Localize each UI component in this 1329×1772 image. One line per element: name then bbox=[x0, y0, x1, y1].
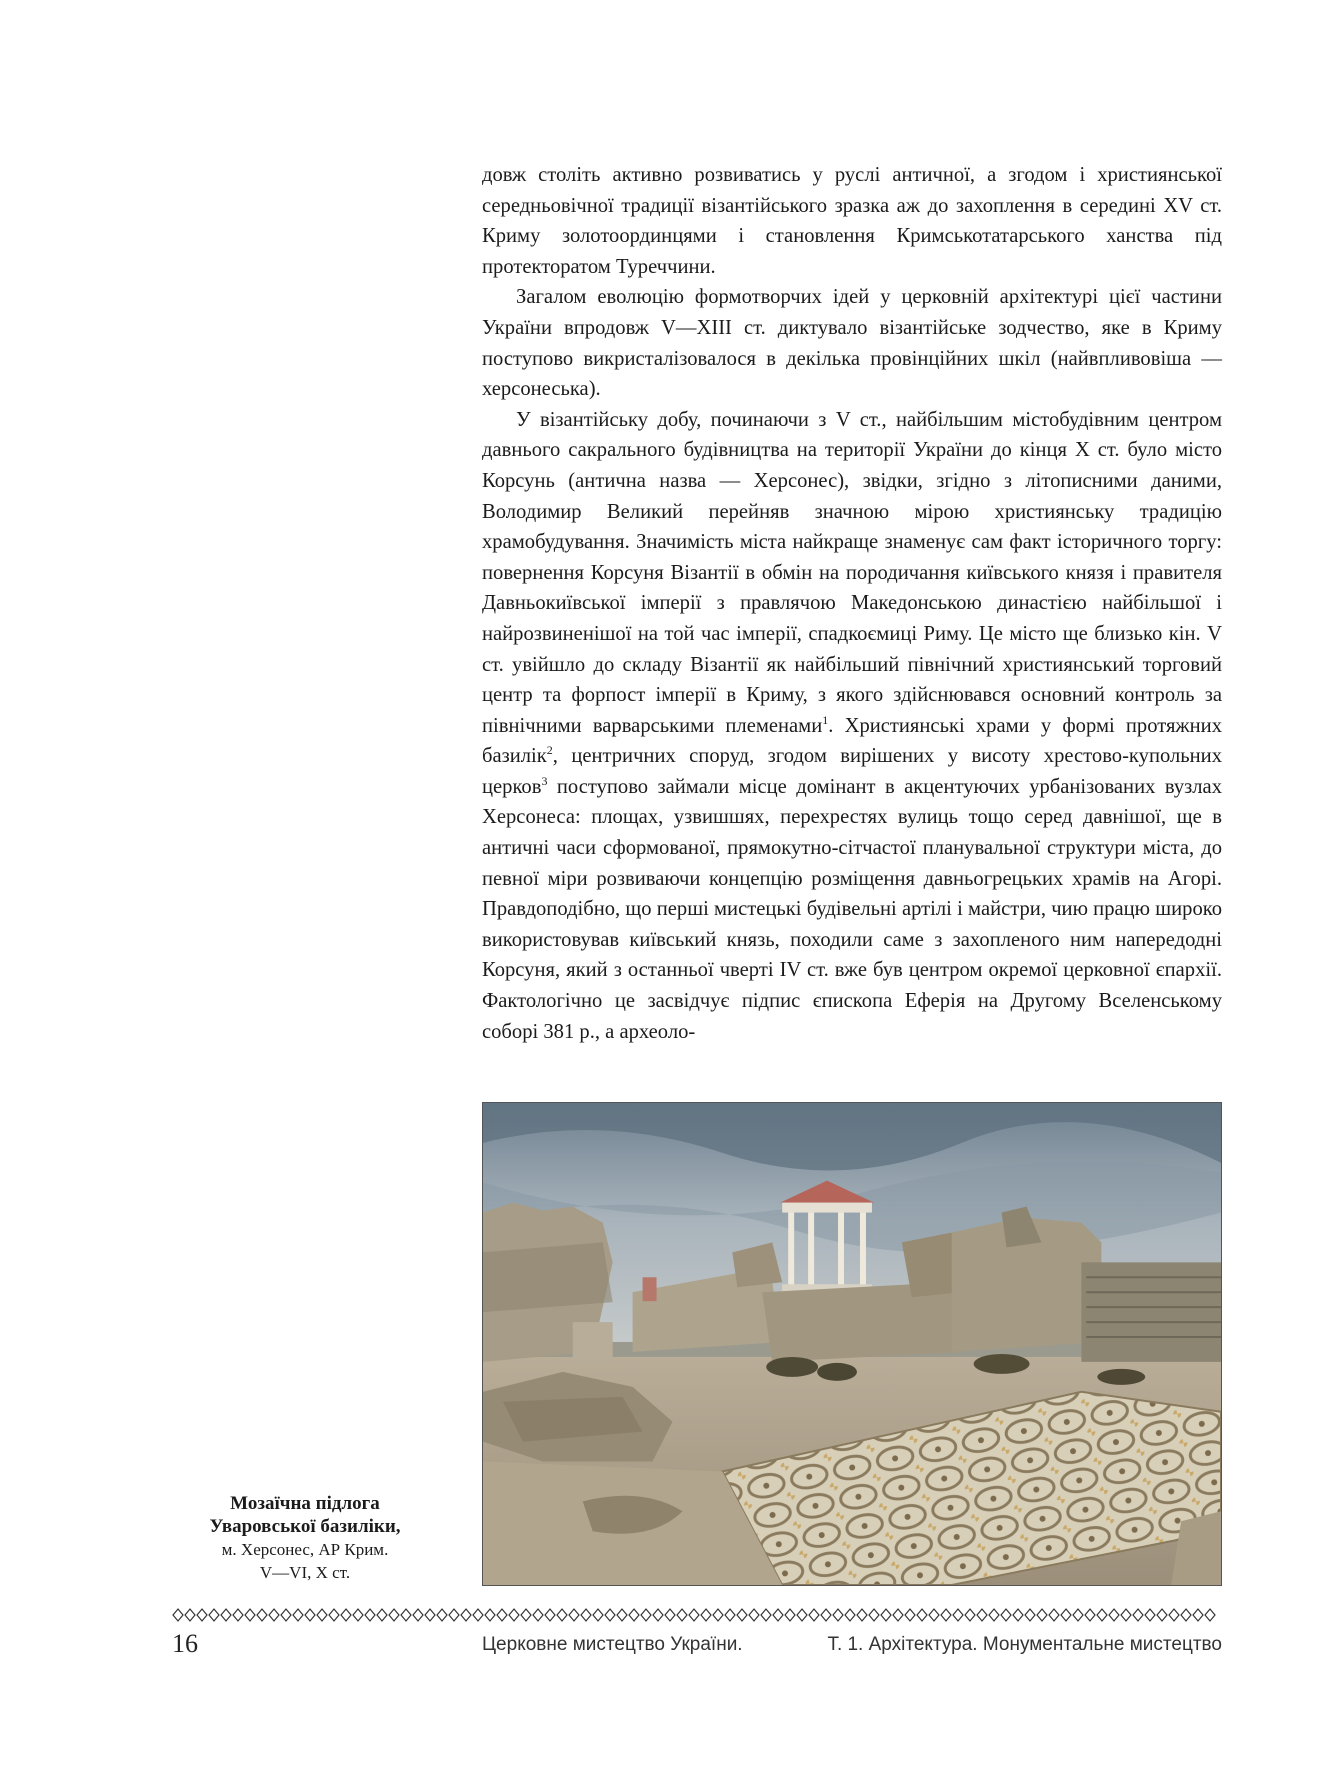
body-paragraph bbox=[482, 160, 1222, 282]
ornament-diamond bbox=[881, 1609, 891, 1621]
ornament-diamond bbox=[521, 1609, 531, 1621]
ornament-diamond bbox=[233, 1609, 243, 1621]
ornament-diamond bbox=[785, 1609, 795, 1621]
ornament-diamond bbox=[497, 1609, 507, 1621]
ornament-diamond bbox=[797, 1609, 807, 1621]
figure-caption bbox=[160, 1492, 450, 1584]
ornament-diamond bbox=[173, 1609, 183, 1621]
ornament-diamond bbox=[449, 1609, 459, 1621]
ornament-diamond bbox=[509, 1609, 519, 1621]
caption-title-line-2: Уваровської базиліки, bbox=[209, 1516, 401, 1537]
ornament-diamond bbox=[905, 1609, 915, 1621]
footnote-marker: 1 bbox=[822, 712, 829, 727]
running-footer bbox=[482, 1632, 1222, 1658]
ornament-diamond bbox=[1205, 1609, 1215, 1621]
footer-ornament-border bbox=[172, 1608, 1222, 1622]
ornament-diamond bbox=[245, 1609, 255, 1621]
ornament-diamond bbox=[617, 1609, 627, 1621]
ornament-diamond bbox=[329, 1609, 339, 1621]
body-text-run: . Християнські храми у формі протяжних базилік bbox=[482, 714, 1222, 768]
ornament-diamond bbox=[1157, 1609, 1167, 1621]
ornament-diamond bbox=[965, 1609, 975, 1621]
ornament-diamond bbox=[857, 1609, 867, 1621]
ornament-diamond bbox=[605, 1609, 615, 1621]
ornament-diamond bbox=[533, 1609, 543, 1621]
ornament-diamond bbox=[845, 1609, 855, 1621]
ornament-diamond bbox=[377, 1609, 387, 1621]
ornament-diamond bbox=[1169, 1609, 1179, 1621]
ornament-diamond bbox=[809, 1609, 819, 1621]
ornament-diamond bbox=[1097, 1609, 1107, 1621]
ornament-diamond bbox=[1037, 1609, 1047, 1621]
ornament-diamond bbox=[1109, 1609, 1119, 1621]
ornament-diamond bbox=[257, 1609, 267, 1621]
ornament-diamond bbox=[281, 1609, 291, 1621]
body-text bbox=[482, 160, 1222, 1047]
ornament-diamond bbox=[1193, 1609, 1203, 1621]
ornament-diamond bbox=[941, 1609, 951, 1621]
ornament-diamond bbox=[569, 1609, 579, 1621]
body-text-run: У візантійську добу, починаючи з V ст., найбільшим містобудівним центром давнього сакрального будівництва на території України до кінця X ст. було місто Корсунь (антична назва — Херсонес), звідки, згідно з літописними даними, Володимир Великий перейняв значною мірою християнську традицію храмобудування. Значимість міста найкраще знаменує сам факт історичного торгу: повернення Корсуня Візантії в обмін на породичання київського князя і правителя Давньокиївської імперії з правлячою Македонською династією найбільшої і найрозвиненішої на той час імперії, спадкоємиці Риму. Це місто ще близько кін. V ст. увійшло до складу Візантії як найбільший північний християнський торговий центр та форпост імперії в Криму, з якого здійснювався основний контроль за північними варварськими племенами bbox=[482, 408, 1222, 737]
ornament-diamond bbox=[209, 1609, 219, 1621]
ornament-diamond bbox=[197, 1609, 207, 1621]
ornament-diamond bbox=[1085, 1609, 1095, 1621]
ornament-diamond bbox=[1073, 1609, 1083, 1621]
book-title: Церковне мистецтво України. bbox=[482, 1634, 743, 1655]
ornament-diamond bbox=[545, 1609, 555, 1621]
ornament-diamond bbox=[749, 1609, 759, 1621]
ornament-diamond bbox=[1013, 1609, 1023, 1621]
caption-date: V—VI, X ст. bbox=[259, 1563, 351, 1582]
ornament-diamond bbox=[1121, 1609, 1131, 1621]
ornament-diamond bbox=[725, 1609, 735, 1621]
ornament-diamond bbox=[365, 1609, 375, 1621]
ornament-diamond bbox=[821, 1609, 831, 1621]
ornament-diamond bbox=[389, 1609, 399, 1621]
ornament-diamond bbox=[425, 1609, 435, 1621]
ornament-diamond bbox=[1049, 1609, 1059, 1621]
ornament-diamond bbox=[929, 1609, 939, 1621]
body-text-run: Загалом еволюцію формотворчих ідей у церковній архітектурі цієї частини України впродовж V—XIII ст. диктувало візантійське зодчество, яке в Криму поступово викристалізовалося в декілька провінційних шкіл (найвпливовіша — херсонеська). bbox=[482, 286, 1222, 401]
ornament-diamond bbox=[653, 1609, 663, 1621]
body-paragraph bbox=[482, 405, 1222, 1047]
body-text-run: поступово займали місце домінант в акцентуючих урбанізованих вузлах Херсонеса: площах, узвишшях, перехрестях вулиць тощо серед давнішої, ще в античні часи сформованої, прямокутно-сітчастої планувальної структури міста, до певної міри розвиваючи концепцію розміщення давньогрецьких храмів на Агорі. Правдоподібно, що перші мистецькі будівельні артілі і майстри, чию працю широко використовував київський князь, походили саме з захопленого ним напередодні Корсуня, який з останньої чверті IV ст. вже був центром окремої церковної єпархії. Фактологічно це засвідчує підпис єпископа Еферія на Другому Вселенському соборі 381 р., а археоло- bbox=[482, 775, 1222, 1043]
ornament-diamond bbox=[413, 1609, 423, 1621]
ornament-diamond bbox=[557, 1609, 567, 1621]
figure-photo-mosaic-floor bbox=[482, 1102, 1222, 1586]
volume-title: Т. 1. Архітектура. Монументальне мистецтво bbox=[827, 1634, 1222, 1655]
ornament-diamond bbox=[917, 1609, 927, 1621]
ornament-diamond bbox=[221, 1609, 231, 1621]
caption-place: м. Херсонес, АР Крим. bbox=[221, 1540, 389, 1559]
ornament-diamond bbox=[893, 1609, 903, 1621]
ornament-diamond bbox=[869, 1609, 879, 1621]
ornament-diamond bbox=[833, 1609, 843, 1621]
ornament-diamond bbox=[629, 1609, 639, 1621]
ornament-diamond bbox=[1061, 1609, 1071, 1621]
ornament-diamond bbox=[593, 1609, 603, 1621]
ornament-diamond bbox=[701, 1609, 711, 1621]
ornament-diamond bbox=[401, 1609, 411, 1621]
ornament-diamond bbox=[641, 1609, 651, 1621]
footnote-marker: 2 bbox=[546, 743, 553, 758]
ornament-diamond bbox=[773, 1609, 783, 1621]
ornament-diamond bbox=[185, 1609, 195, 1621]
body-paragraph bbox=[482, 282, 1222, 404]
body-text-run: , центричних споруд, згодом вирішених у висоту хрестово-купольних церков bbox=[482, 745, 1222, 798]
ornament-diamond bbox=[485, 1609, 495, 1621]
footnote-marker: 3 bbox=[541, 774, 548, 789]
ornament-diamond bbox=[473, 1609, 483, 1621]
ornament-diamond bbox=[341, 1609, 351, 1621]
ornament-diamond bbox=[1145, 1609, 1155, 1621]
ornament-diamond bbox=[1001, 1609, 1011, 1621]
ornament-diamond bbox=[353, 1609, 363, 1621]
ornament-diamond bbox=[269, 1609, 279, 1621]
ornament-diamond bbox=[1133, 1609, 1143, 1621]
ornament-diamond bbox=[761, 1609, 771, 1621]
ornament-diamond bbox=[1181, 1609, 1191, 1621]
page-number: 16 bbox=[172, 1629, 198, 1658]
ornament-diamond bbox=[977, 1609, 987, 1621]
ornament-diamond bbox=[461, 1609, 471, 1621]
photo-illustration bbox=[483, 1103, 1221, 1585]
caption-title-line-1: Мозаїчна підлога bbox=[230, 1493, 380, 1514]
ornament-diamond bbox=[737, 1609, 747, 1621]
ornament-diamond bbox=[437, 1609, 447, 1621]
body-text-run: довж століть активно розвиватись у руслі античної, а згодом і християнської середньовічної традиції візантійського зразка аж до захоплення в середині XV ст. Криму золотоординцями і становлення Кримськотатарського ханства під протекторатом Туреччини. bbox=[482, 164, 1222, 278]
ornament-diamond bbox=[953, 1609, 963, 1621]
ornament-diamond bbox=[689, 1609, 699, 1621]
ornament-diamond bbox=[989, 1609, 999, 1621]
ornament-diamond bbox=[317, 1609, 327, 1621]
ornament-diamond bbox=[713, 1609, 723, 1621]
ornament-diamond bbox=[305, 1609, 315, 1621]
ornament-diamond bbox=[665, 1609, 675, 1621]
ornament-diamond bbox=[1025, 1609, 1035, 1621]
ornament-diamond bbox=[293, 1609, 303, 1621]
ornament-diamond bbox=[581, 1609, 591, 1621]
ornament-diamond bbox=[677, 1609, 687, 1621]
